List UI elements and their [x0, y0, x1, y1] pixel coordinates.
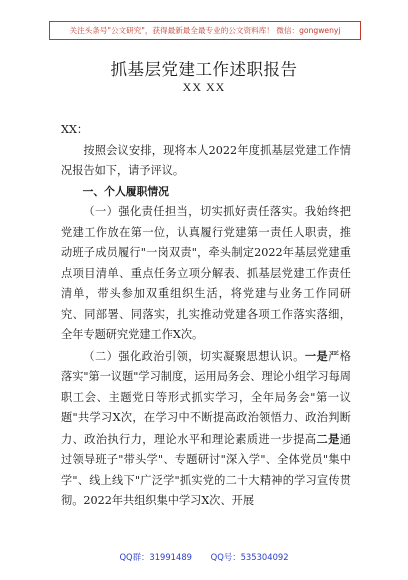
- footer-qq-number: QQ号：535304092: [210, 552, 289, 562]
- point-two-marker: 二是: [316, 431, 340, 446]
- footer-qq-group: QQ群：31991489: [119, 552, 192, 562]
- intro-paragraph: 按照会议安排，现将本人2022年度抓基层党建工作情况报告如下，请予评议。: [61, 143, 351, 177]
- page-footer: [0, 551, 408, 563]
- point-one-text: 严格落实"第一议题"学习制度，运用局务会、理论小组学习每周职工会、主题党日等形式抓实学习，全年局务会"第一议题"共学习X次，在学习中不断提高政治领悟力、政治判断力、政治执行力，理论水平和理论素质进一步提高: [61, 349, 351, 446]
- document-author: XX XX: [182, 80, 226, 94]
- salutation: XX：: [61, 123, 89, 136]
- section-heading: 一、个人履职情况: [82, 184, 169, 198]
- promo-banner: 关注头条号"公文研究"，获得最新最全最专业的公文资料库！ 微信：gongwenyj: [49, 21, 361, 40]
- paragraph-2: [61, 346, 351, 512]
- document-body: [61, 120, 351, 512]
- point-one-marker: 一是: [304, 348, 329, 363]
- document-title: 抓基层党建工作述职报告: [110, 60, 298, 79]
- point-two-text: 通过领导班子"带头学"、专题研讨"深入学"、全体党员"集中学"、线上线下"广泛学"抓实党的二十大精神的学习宣传贯彻。2022年共组织集中学习X次、开展: [61, 432, 351, 507]
- paragraph-2-lead: （二）强化政治引领，切实凝聚思想认识。: [83, 349, 305, 363]
- paragraph-1: （一）强化责任担当，切实抓好责任落实。我始终把党建工作放在第一位，认真履行党建第一责任人职责，推动班子成员履行"一岗双责"，牵头制定2022年基层党建重点项目清单、重点任务立项分解表、抓基层党建工作责任清单，带头参加双重组织生活，将党建与业务工作同研究、同部署、同落实，扎实推动党建各项工作落实落细，全年专题研究党建工作X次。: [61, 205, 351, 341]
